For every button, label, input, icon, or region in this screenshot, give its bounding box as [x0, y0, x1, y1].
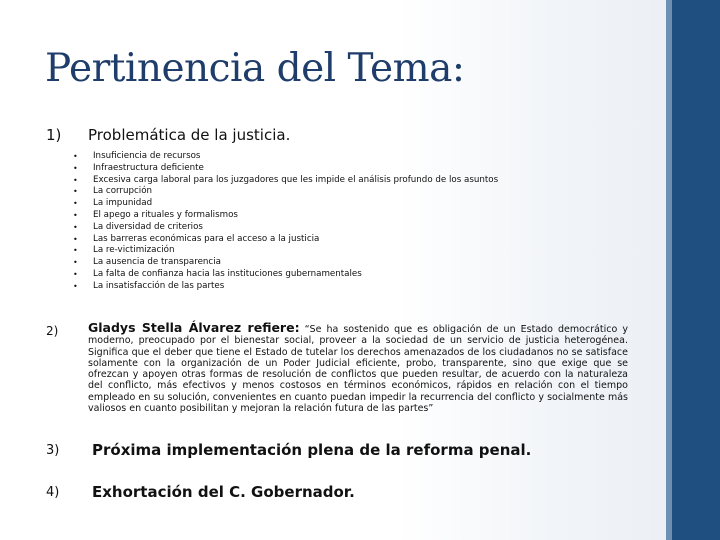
bullet-text: La corrupción — [93, 186, 153, 197]
bullet-item — [73, 151, 633, 163]
bullet-text: Las barreras económicas para el acceso a la justicia — [93, 233, 320, 244]
bullet-item — [73, 210, 633, 222]
side-bar-accent-dark — [672, 0, 720, 540]
bullet-dot-icon: • — [73, 234, 78, 244]
bullet-text: La re-victimización — [93, 245, 175, 256]
bullet-dot-icon: • — [73, 246, 78, 256]
bullet-item — [73, 257, 633, 269]
bullet-text: La impunidad — [93, 198, 153, 209]
bullet-text: La insatisfacción de las partes — [93, 280, 225, 291]
section-3-number: 3) — [46, 443, 60, 458]
section-2-number: 2) — [46, 324, 59, 338]
bullet-dot-icon: • — [73, 222, 78, 232]
section-1-number: 1) — [46, 126, 62, 144]
bullet-item — [73, 198, 633, 210]
bullet-dot-icon: • — [73, 175, 78, 185]
section-3-heading: Próxima implementación plena de la reforma penal. — [92, 441, 532, 459]
bullet-text: La falta de confianza hacia las instituciones gubernamentales — [93, 268, 362, 279]
bullet-text: Excesiva carga laboral para los juzgadores que les impide el análisis profundo de los asuntos — [93, 174, 499, 185]
bullet-dot-icon: • — [73, 269, 78, 279]
bullet-item — [73, 281, 633, 293]
section-4-heading: Exhortación del C. Gobernador. — [92, 483, 355, 501]
problem-bullet-list — [73, 151, 633, 293]
slide-title: Pertinencia del Tema: — [45, 46, 465, 91]
bullet-item — [73, 163, 633, 175]
section-4-number: 4) — [46, 485, 60, 500]
bullet-item — [73, 245, 633, 257]
bullet-dot-icon: • — [73, 187, 78, 197]
section-1-heading: Problemática de la justicia. — [88, 126, 291, 144]
bullet-dot-icon: • — [73, 199, 78, 209]
bullet-text: La ausencia de transparencia — [93, 257, 221, 268]
bullet-item — [73, 186, 633, 198]
bullet-text: Infraestructura deficiente — [93, 162, 204, 173]
bullet-item — [73, 175, 633, 187]
bullet-dot-icon: • — [73, 152, 78, 161]
bullet-item — [73, 222, 633, 234]
bullet-text: El apego a rituales y formalismos — [93, 209, 238, 220]
bullet-item — [73, 269, 633, 281]
bullet-text: La diversidad de criterios — [93, 221, 203, 232]
bullet-text: Insuficiencia de recursos — [93, 151, 201, 161]
bullet-dot-icon: • — [73, 210, 78, 220]
bullet-dot-icon: • — [73, 163, 78, 173]
quote-paragraph — [88, 322, 628, 414]
quote-text: “Se ha sostenido que es obligación de un Estado democrático y moderno, preocupado por el bienestar social, proveer a la sociedad de un servicio de justicia heterogénea. Significa que el deber que tiene el Estado de tutelar los derechos amenazados de los ciudadanos no se satisface solamente con la organización de un Poder Judicial eficiente, probo, transparente, sino que exige que se ofrezcan y apoyen otras formas de resolución de conflictos que pueden resultar, de acuerdo con la naturaleza del conflicto, más efectivos y menos costosos en términos económicos, rápidos en relación con el tiempo empleado en su solución, convenientes en cuanto puedan impedir la recurrencia del conflicto y socialmente más valiosos en cuanto posibilitan y mejoran la relación futura de las partes” — [88, 324, 628, 415]
bullet-dot-icon: • — [73, 258, 78, 268]
bullet-dot-icon: • — [73, 281, 78, 291]
bullet-item — [73, 234, 633, 246]
quote-author: Gladys Stella Álvarez refiere: — [88, 320, 300, 335]
